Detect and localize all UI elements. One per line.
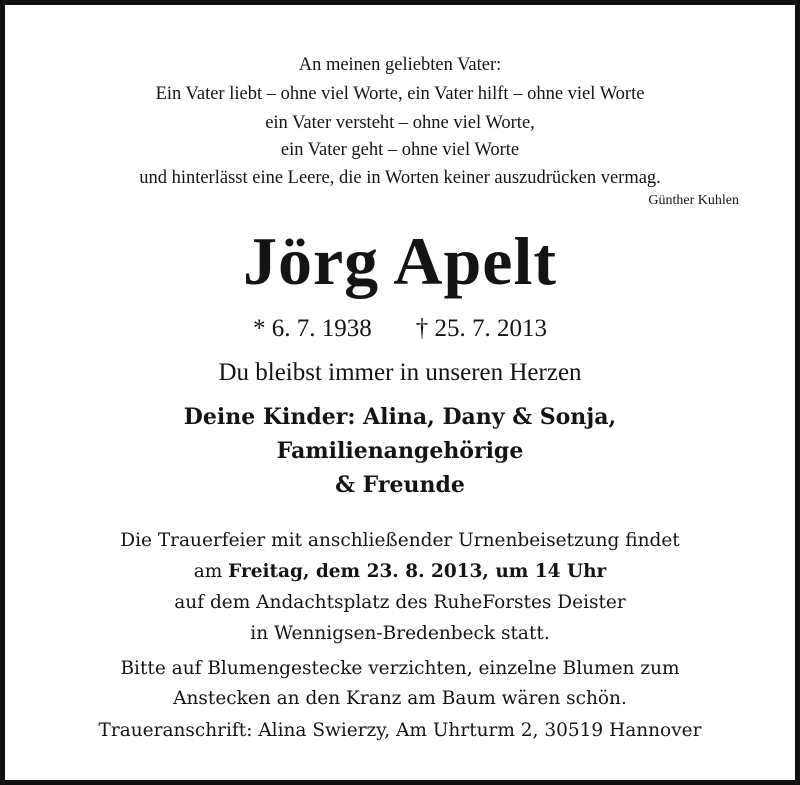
poem-line: ein Vater versteht – ohne viel Worte, xyxy=(265,113,535,133)
ceremony-place: in Wennigsen-Bredenbeck statt. xyxy=(250,623,550,644)
death-date: † 25. 7. 2013 xyxy=(415,315,547,342)
poem-line: An meinen geliebten Vater: xyxy=(298,55,502,75)
flowers-note: Bitte auf Blumengestecke verzichten, einzelne Blumen zum xyxy=(120,658,680,679)
ceremony-intro: Die Trauerfeier mit anschließender Urnenbeisetzung findet xyxy=(120,530,680,551)
mourners-line: Deine Kinder: Alina, Dany & Sonja, xyxy=(183,404,617,430)
deceased-name: Jörg Apelt xyxy=(242,223,558,299)
poem-author: Günther Kuhlen xyxy=(648,193,739,208)
poem-line: Ein Vater liebt – ohne viel Worte, ein Vater hilft – ohne viel Worte xyxy=(155,84,645,104)
birth-date: * 6. 7. 1938 xyxy=(253,315,372,342)
motto: Du bleibst immer in unseren Herzen xyxy=(218,359,582,386)
mourners-line: & Freunde xyxy=(335,472,465,498)
mourning-address: Traueranschrift: Alina Swierzy, Am Uhrturm 2, 30519 Hannover xyxy=(98,720,702,741)
life-dates xyxy=(5,313,795,345)
ceremony-date xyxy=(5,556,795,588)
ceremony-date-prefix: am xyxy=(193,561,229,582)
ceremony-location: auf dem Andachtsplatz des RuheForstes Deister xyxy=(174,592,626,613)
poem-line: und hinterlässt eine Leere, die in Worten keiner auszudrücken vermag. xyxy=(139,168,661,188)
poem-line: ein Vater geht – ohne viel Worte xyxy=(280,140,520,160)
mourners-line: Familienangehörige xyxy=(276,438,524,464)
flowers-note: Anstecken an den Kranz am Baum wären schön. xyxy=(173,688,627,709)
ceremony-date-value: Freitag, dem 23. 8. 2013, um 14 Uhr xyxy=(228,561,607,582)
